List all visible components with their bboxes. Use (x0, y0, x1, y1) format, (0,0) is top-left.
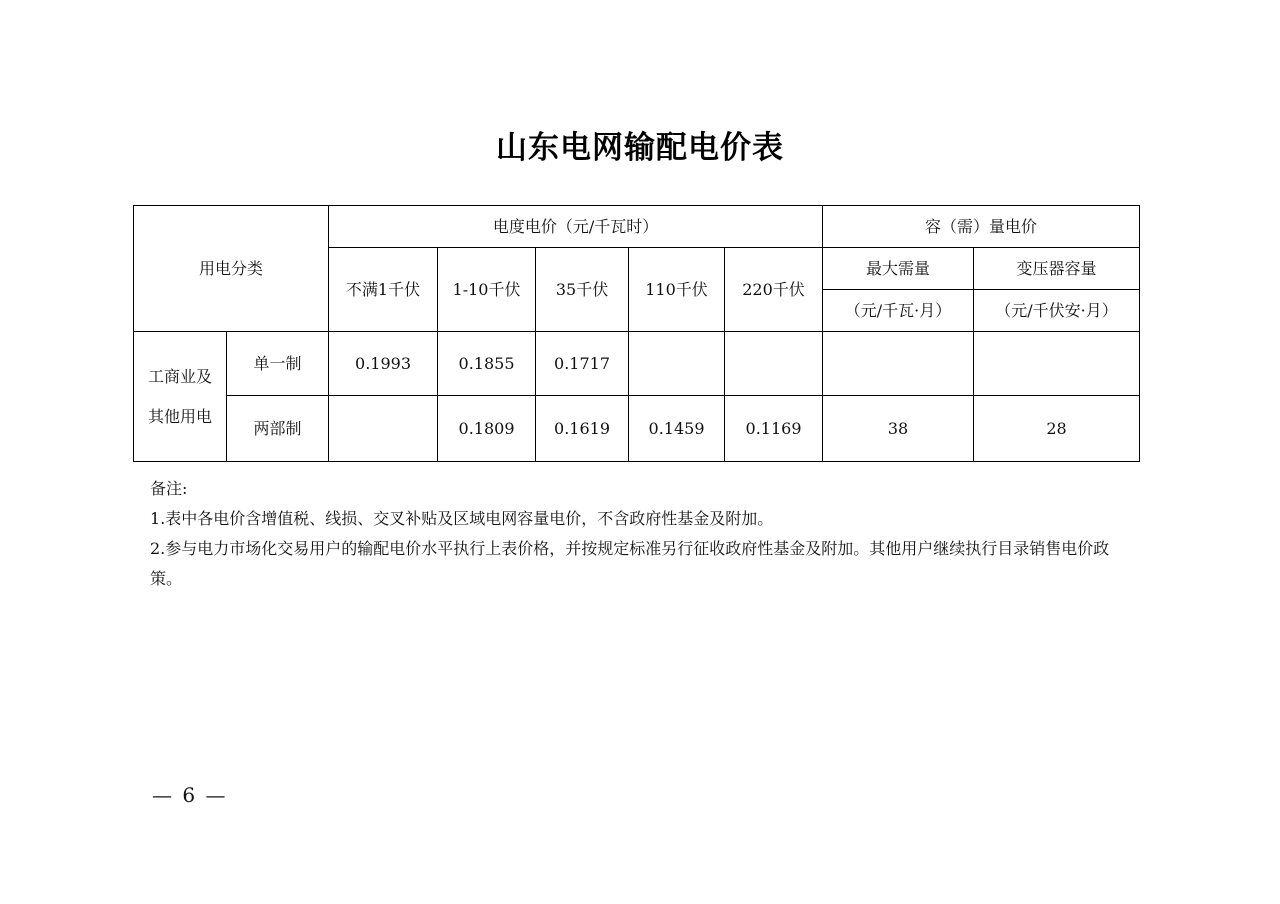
tariff-type-single: 单一制 (227, 332, 329, 396)
voltage-level-header: 不满1千伏 (329, 248, 438, 332)
user-category-label-line1: 工商业及 (147, 367, 212, 387)
transformer-price-cell (974, 332, 1140, 396)
notes-section (150, 474, 1135, 594)
price-cell (329, 396, 438, 462)
document-title: 山东电网输配电价表 (496, 130, 784, 166)
price-cell (629, 332, 725, 396)
note-item: 1.表中各电价含增值税、线损、交叉补贴及区域电网容量电价，不含政府性基金及附加。 (150, 509, 774, 528)
category-header: 用电分类 (134, 206, 329, 332)
user-category-label (134, 332, 227, 462)
page-number: — 6 — (152, 783, 228, 807)
energy-price-header: 电度电价（元/千瓦时） (329, 206, 823, 248)
capacity-price-header: 容（需）量电价 (823, 206, 1140, 248)
price-cell: 0.1809 (438, 396, 536, 462)
tariff-type-two-part: 两部制 (227, 396, 329, 462)
max-demand-price-cell: 38 (823, 396, 974, 462)
price-cell (725, 332, 823, 396)
transformer-capacity-header: 变压器容量 (974, 248, 1140, 290)
voltage-level-header: 1-10千伏 (438, 248, 536, 332)
price-cell: 0.1855 (438, 332, 536, 396)
price-cell: 0.1619 (536, 396, 629, 462)
tariff-table (133, 205, 1140, 462)
price-cell: 0.1717 (536, 332, 629, 396)
note-item: 2.参与电力市场化交易用户的输配电价水平执行上表价格，并按规定标准另行征收政府性基金及附加。其他用户继续执行目录销售电价政策。 (150, 539, 1110, 588)
price-cell: 0.1459 (629, 396, 725, 462)
max-demand-header: 最大需量 (823, 248, 974, 290)
max-demand-unit: （元/千瓦·月） (823, 290, 974, 332)
notes-heading: 备注: (150, 479, 188, 498)
max-demand-price-cell (823, 332, 974, 396)
voltage-level-header: 220千伏 (725, 248, 823, 332)
transformer-price-cell: 28 (974, 396, 1140, 462)
price-cell: 0.1169 (725, 396, 823, 462)
voltage-level-header: 35千伏 (536, 248, 629, 332)
voltage-level-header: 110千伏 (629, 248, 725, 332)
transformer-capacity-unit: （元/千伏安·月） (974, 290, 1140, 332)
user-category-label-line2: 其他用电 (147, 406, 212, 426)
price-cell: 0.1993 (329, 332, 438, 396)
